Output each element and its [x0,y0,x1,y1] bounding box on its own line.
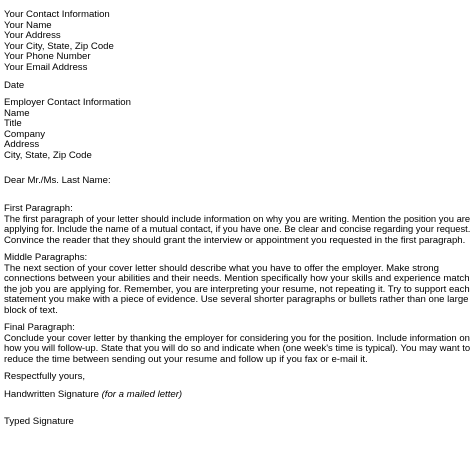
final-paragraph-heading: Final Paragraph: [4,322,75,333]
employer-address: Address [4,139,40,150]
employer-city-state-zip: City, State, Zip Code [4,149,92,161]
date-line: Date [4,80,25,91]
handwritten-signature [4,390,182,401]
sender-address: Your Address [4,30,61,41]
employer-name: Name [4,107,30,119]
salutation: Dear Mr./Ms. Last Name: [4,175,111,186]
typed-signature: Typed Signature [4,416,74,427]
sender-city-state-zip: Your City, State, Zip Code [4,40,114,52]
employer-title: Title [4,118,22,129]
sender-email: Your Email Address [4,61,88,73]
handwritten-signature-note: (for a mailed letter) [101,389,183,400]
middle-paragraphs-line: the job you are applying for. Remember, you are interpreting your resume, not repeating it. Try to support each [4,283,470,295]
sender-phone: Your Phone Number [4,51,91,62]
final-paragraph-line: how you will follow-up. State that you will do so and indicate when (one week's time is typical). You may want to [4,343,471,354]
middle-paragraphs-line: connections between your abilities and their needs. Mention specifically how your skills and experience match [4,273,470,284]
first-paragraph-line: applying for. Include the name of a mutual contact, if you have one. Be clear and concise regarding your request. [4,224,471,235]
middle-paragraphs-line: block of text. [4,304,58,316]
handwritten-signature-label: Handwritten Signature [4,389,99,400]
final-paragraph-line: reduce the time between sending out your resume and follow up if you fax or e-mail it. [4,353,368,365]
first-paragraph-line: The first paragraph of your letter should include information on why you are writing. Mention the position you are [4,213,471,225]
sender-heading: Your Contact Information [4,9,110,20]
employer-company: Company [4,128,46,140]
closing: Respectfully yours, [4,371,86,382]
first-paragraph-line: Convince the reader that they should grant the interview or appointment you requested in the first paragraph. [4,234,466,246]
middle-paragraphs-line: The next section of your cover letter should describe what you have to offer the employer. Make strong [4,262,439,274]
employer-heading: Employer Contact Information [4,97,131,108]
middle-paragraphs-heading: Middle Paragraphs: [4,252,88,263]
first-paragraph-heading: First Paragraph: [4,203,73,214]
final-paragraph-line: Conclude your cover letter by thanking the employer for considering you for the position. Include information on [4,332,470,344]
middle-paragraphs-line: statement you make with a piece of evidence. Use several shorter paragraphs or bullets rather than one large [4,294,469,305]
sender-name: Your Name [4,19,52,31]
